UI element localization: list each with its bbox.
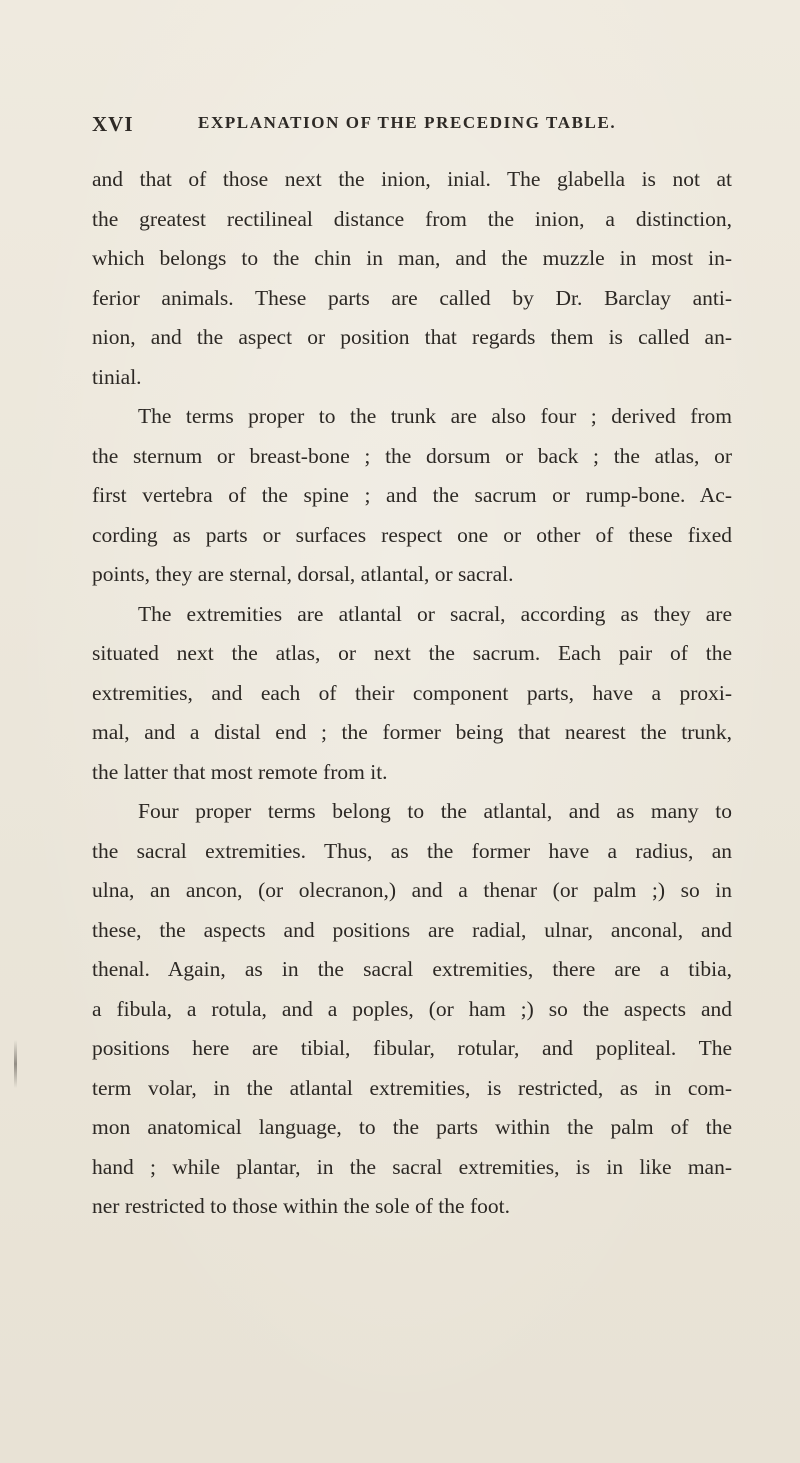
text-line: nion, and the aspect or position that regards them is called an- <box>92 325 732 349</box>
text-line: and that of those next the inion, inial. The glabella is not at <box>92 167 732 191</box>
text-line: positions here are tibial, fibular, rotular, and popliteal. The <box>92 1036 732 1060</box>
paragraph-4 <box>92 792 732 1227</box>
text-line: which belongs to the chin in man, and the muzzle in most in- <box>92 246 732 270</box>
text-line: ulna, an ancon, (or olecranon,) and a thenar (or palm ;) so in <box>92 878 732 902</box>
text-line: The extremities are atlantal or sacral, according as they are <box>138 601 732 626</box>
text-line: mal, and a distal end ; the former being that nearest the trunk, <box>92 720 732 744</box>
text-line: situated next the atlas, or next the sacrum. Each pair of the <box>92 641 732 665</box>
text-line: cording as parts or surfaces respect one or other of these fixed <box>92 522 732 547</box>
text-line: The terms proper to the trunk are also four ; derived from <box>138 404 732 428</box>
text-line: points, they are sternal, dorsal, atlantal, or sacral. <box>92 562 514 586</box>
text-line: the sternum or breast-bone ; the dorsum or back ; the atlas, or <box>92 443 732 468</box>
text-line: extremities, and each of their component parts, have a proxi- <box>92 680 732 705</box>
text-line: these, the aspects and positions are radial, ulnar, anconal, and <box>92 917 732 942</box>
text-line: term volar, in the atlantal extremities, is restricted, as in com- <box>92 1075 732 1100</box>
page-header <box>0 112 800 142</box>
text-line: the greatest rectilineal distance from the inion, a distinction, <box>92 206 732 231</box>
page-edge-mark <box>14 1040 17 1088</box>
text-line: ferior animals. These parts are called by Dr. Barclay anti- <box>92 285 732 310</box>
running-head: EXPLANATION OF THE PRECEDING TABLE. <box>198 113 617 132</box>
text-line: Four proper terms belong to the atlantal, and as many to <box>138 799 732 823</box>
text-line: thenal. Again, as in the sacral extremities, there are a tibia, <box>92 957 732 981</box>
text-line: ner restricted to those within the sole of the foot. <box>92 1194 510 1218</box>
text-line: hand ; while plantar, in the sacral extremities, is in like man- <box>92 1154 732 1179</box>
text-line: mon anatomical language, to the parts within the palm of the <box>92 1115 732 1139</box>
text-line: the latter that most remote from it. <box>92 759 388 784</box>
text-line: tinial. <box>92 364 142 389</box>
body-text <box>92 160 732 1227</box>
paragraph-2 <box>92 397 732 595</box>
paragraph-1 <box>92 160 732 397</box>
page-number: XVI <box>92 112 134 136</box>
text-line: the sacral extremities. Thus, as the former have a radius, an <box>92 838 732 863</box>
paragraph-3 <box>92 595 732 793</box>
text-line: a fibula, a rotula, and a poples, (or ham ;) so the aspects and <box>92 996 732 1021</box>
text-line: first vertebra of the spine ; and the sacrum or rump-bone. Ac- <box>92 483 732 507</box>
